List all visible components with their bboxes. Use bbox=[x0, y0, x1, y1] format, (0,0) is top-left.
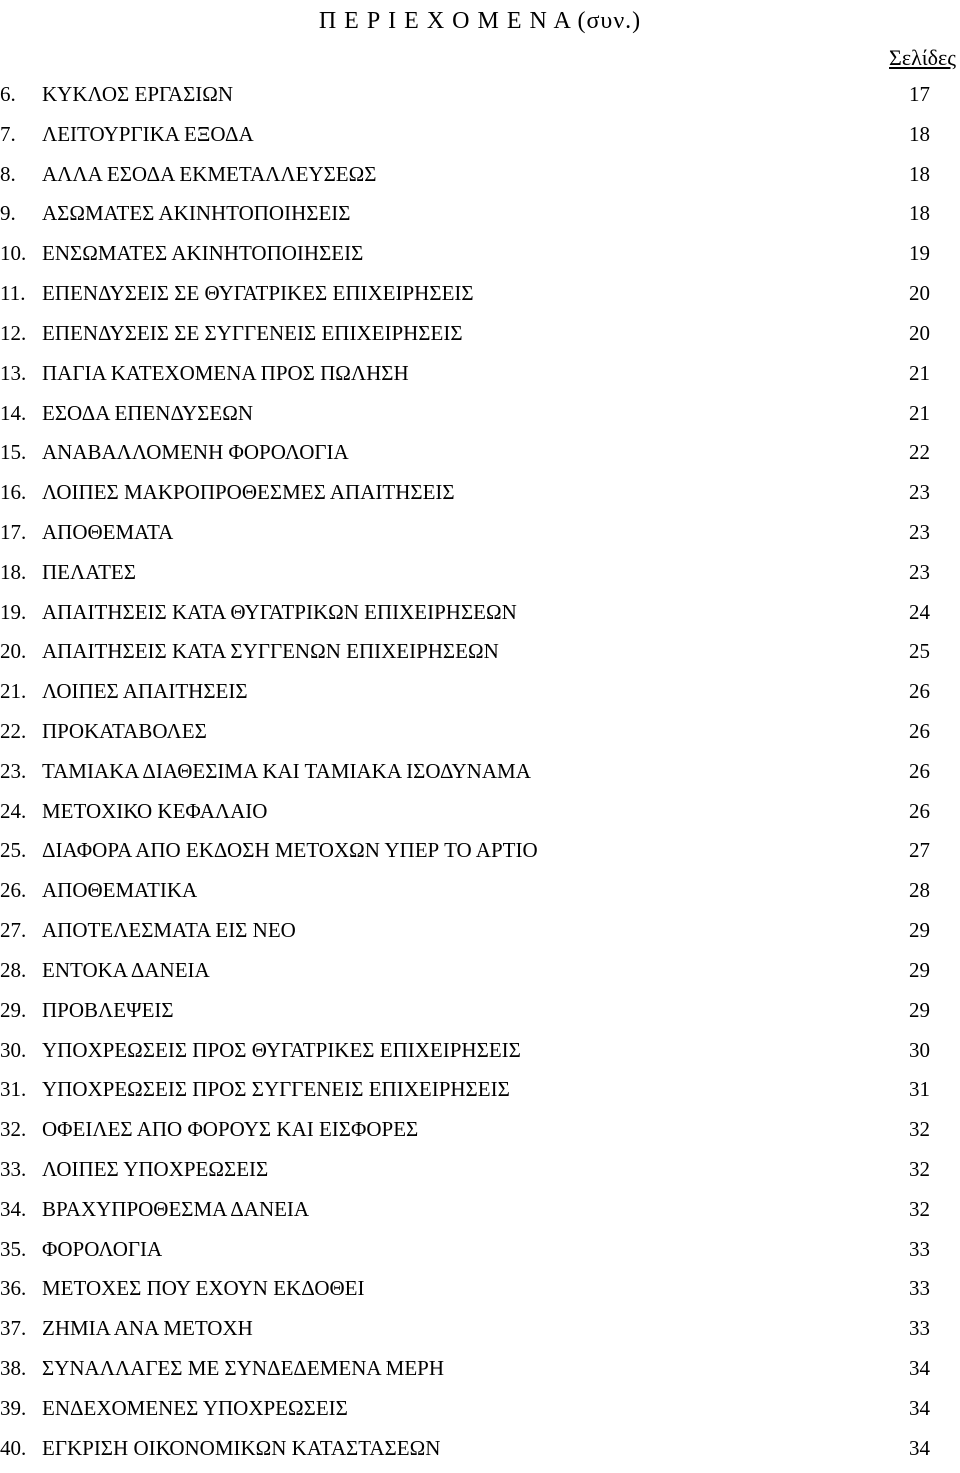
toc-entry-number: 34. bbox=[0, 1196, 27, 1221]
toc-entry-title: ΦΟΡΟΛΟΓΙΑ bbox=[42, 1236, 163, 1261]
toc-entry-page: 29 bbox=[909, 997, 930, 1022]
toc-entry-title: ΤΑΜΙΑΚΑ ΔΙΑΘΕΣΙΜΑ ΚΑΙ ΤΑΜΙΑΚΑ ΙΣΟΔΥΝΑΜΑ bbox=[42, 758, 531, 783]
toc-entry-number: 27. bbox=[0, 918, 27, 943]
toc-entry bbox=[0, 1155, 960, 1195]
toc-entry bbox=[0, 518, 960, 558]
toc-entry-number: 23. bbox=[0, 758, 27, 783]
toc-entry bbox=[0, 319, 960, 359]
toc-entry-page: 17 bbox=[909, 82, 930, 106]
toc-entry-title: ΜΕΤΟΧΕΣ ΠΟΥ ΕΧΟΥΝ ΕΚΔΟΘΕΙ bbox=[42, 1276, 365, 1301]
pages-column-header: Σελίδες bbox=[889, 45, 956, 70]
toc-entry-number: 33. bbox=[0, 1156, 27, 1181]
toc-entry-page: 33 bbox=[909, 1236, 930, 1261]
toc-entry bbox=[0, 438, 960, 478]
toc-entry-number: 30. bbox=[0, 1037, 27, 1062]
toc-entry-number: 37. bbox=[0, 1316, 27, 1341]
toc-entry-title: ΠΡΟΚΑΤΑΒΟΛΕΣ bbox=[42, 719, 207, 743]
toc-entry-number: 20. bbox=[0, 639, 27, 664]
toc-entry-title: ΑΣΩΜΑΤΕΣ ΑΚΙΝΗΤΟΠΟΙΗΣΕΙΣ bbox=[42, 201, 351, 226]
toc-entry bbox=[0, 996, 960, 1036]
toc-entry-page: 33 bbox=[909, 1316, 930, 1341]
toc-entry-number: 35. bbox=[0, 1236, 27, 1261]
toc-entry-title: ΛΟΙΠΕΣ ΜΑΚΡΟΠΡΟΘΕΣΜΕΣ ΑΠΑΙΤΗΣΕΙΣ bbox=[42, 480, 455, 505]
toc-entry-page: 34 bbox=[909, 1435, 930, 1460]
toc-entry-page: 31 bbox=[909, 1077, 930, 1102]
toc-entry-title: ΕΝΣΩΜΑΤΕΣ ΑΚΙΝΗΤΟΠΟΙΗΣΕΙΣ bbox=[42, 241, 364, 266]
toc-entry-number: 39. bbox=[0, 1395, 27, 1420]
toc-entry-title: ΛΕΙΤΟΥΡΓΙΚΑ ΕΞΟΔΑ bbox=[42, 121, 254, 146]
toc-entry-number: 36. bbox=[0, 1276, 27, 1301]
toc-entry-number: 12. bbox=[0, 320, 27, 345]
toc-entry-page: 21 bbox=[909, 360, 930, 385]
toc-entry-page: 34 bbox=[909, 1356, 930, 1380]
toc-entry-page: 23 bbox=[909, 519, 930, 544]
toc-entry-number: 15. bbox=[0, 440, 27, 465]
toc-entry-page: 24 bbox=[909, 599, 930, 624]
toc-entry-number: 21. bbox=[0, 679, 27, 704]
toc-entry bbox=[0, 598, 960, 638]
toc-entry-page: 26 bbox=[909, 719, 930, 743]
toc-entry-number: 10. bbox=[0, 241, 27, 266]
toc-entry-page: 22 bbox=[909, 440, 930, 465]
toc-entry bbox=[0, 80, 960, 120]
page-title: Π Ε Ρ Ι Ε Χ Ο Μ Ε Ν Α (συν.) bbox=[318, 8, 642, 34]
toc-entry-page: 27 bbox=[909, 838, 930, 863]
toc-entry-page: 29 bbox=[909, 918, 930, 943]
toc-entry-title: ΑΠΑΙΤΗΣΕΙΣ ΚΑΤΑ ΣΥΓΓΕΝΩΝ ΕΠΙΧΕΙΡΗΣΕΩΝ bbox=[42, 639, 499, 664]
toc-entry-number: 28. bbox=[0, 957, 27, 982]
toc-entry-title: ΑΠΟΘΕΜΑΤΑ bbox=[42, 519, 174, 544]
toc-entry-title: ΑΠΟΘΕΜΑΤΙΚΑ bbox=[42, 878, 198, 903]
table-of-contents bbox=[0, 80, 960, 1473]
toc-entry bbox=[0, 757, 960, 797]
toc-entry-number: 26. bbox=[0, 878, 27, 903]
toc-entry bbox=[0, 916, 960, 956]
toc-entry-title: ΜΕΤΟΧΙΚΟ ΚΕΦΑΛΑΙΟ bbox=[42, 798, 268, 823]
toc-entry-page: 20 bbox=[909, 320, 930, 345]
toc-entry-title: ΕΠΕΝΔΥΣΕΙΣ ΣΕ ΘΥΓΑΤΡΙΚΕΣ ΕΠΙΧΕΙΡΗΣΕΙΣ bbox=[42, 281, 474, 306]
toc-entry bbox=[0, 797, 960, 837]
toc-entry-title: ΟΦΕΙΛΕΣ ΑΠΟ ΦΟΡΟΥΣ ΚΑΙ ΕΙΣΦΟΡΕΣ bbox=[42, 1117, 419, 1142]
toc-entry bbox=[0, 1235, 960, 1275]
toc-entry-number: 9. bbox=[0, 201, 16, 226]
toc-entry-number: 16. bbox=[0, 480, 27, 505]
toc-entry-number: 29. bbox=[0, 997, 27, 1022]
toc-entry-page: 19 bbox=[909, 241, 930, 266]
toc-entry-title: ΠΡΟΒΛΕΨΕΙΣ bbox=[42, 997, 174, 1022]
toc-entry-title: ΕΣΟΔΑ ΕΠΕΝΔΥΣΕΩΝ bbox=[42, 400, 253, 425]
toc-entry-number: 8. bbox=[0, 161, 16, 186]
toc-entry-page: 28 bbox=[909, 878, 930, 903]
toc-entry bbox=[0, 1434, 960, 1473]
toc-entry-page: 26 bbox=[909, 679, 930, 704]
toc-entry bbox=[0, 1036, 960, 1076]
toc-entry bbox=[0, 1314, 960, 1354]
toc-entry-page: 18 bbox=[909, 121, 930, 146]
toc-entry-title: ΕΝΤΟΚΑ ΔΑΝΕΙΑ bbox=[42, 957, 210, 982]
toc-entry-number: 13. bbox=[0, 360, 27, 385]
toc-entry-title: ΒΡΑΧΥΠΡΟΘΕΣΜΑ ΔΑΝΕΙΑ bbox=[42, 1196, 310, 1221]
toc-entry-page: 26 bbox=[909, 758, 930, 783]
toc-entry bbox=[0, 399, 960, 439]
toc-entry bbox=[0, 478, 960, 518]
toc-entry bbox=[0, 677, 960, 717]
toc-entry-title: ΛΟΙΠΕΣ ΑΠΑΙΤΗΣΕΙΣ bbox=[42, 679, 248, 704]
toc-entry-title: ΔΙΑΦΟΡΑ ΑΠΟ ΕΚΔΟΣΗ ΜΕΤΟΧΩΝ ΥΠΕΡ ΤΟ ΑΡΤΙΟ bbox=[42, 838, 538, 863]
toc-entry-page: 34 bbox=[909, 1395, 930, 1420]
toc-entry-number: 17. bbox=[0, 519, 27, 544]
toc-entry-title: ΑΠΑΙΤΗΣΕΙΣ ΚΑΤΑ ΘΥΓΑΤΡΙΚΩΝ ΕΠΙΧΕΙΡΗΣΕΩΝ bbox=[42, 599, 517, 624]
toc-entry-number: 24. bbox=[0, 798, 27, 823]
toc-entry-title: ΚΥΚΛΟΣ ΕΡΓΑΣΙΩΝ bbox=[42, 82, 234, 106]
toc-entry-page: 20 bbox=[909, 281, 930, 306]
toc-entry-page: 26 bbox=[909, 798, 930, 823]
toc-entry bbox=[0, 359, 960, 399]
toc-entry bbox=[0, 876, 960, 916]
toc-entry bbox=[0, 199, 960, 239]
toc-entry-title: ΕΠΕΝΔΥΣΕΙΣ ΣΕ ΣΥΓΓΕΝΕΙΣ ΕΠΙΧΕΙΡΗΣΕΙΣ bbox=[42, 320, 463, 345]
toc-entry-page: 18 bbox=[909, 161, 930, 186]
toc-entry-page: 23 bbox=[909, 559, 930, 584]
toc-entry bbox=[0, 836, 960, 876]
toc-entry-title: ΕΝΔΕΧΟΜΕΝΕΣ ΥΠΟΧΡΕΩΣΕΙΣ bbox=[42, 1395, 348, 1420]
toc-entry-title: ΥΠΟΧΡΕΩΣΕΙΣ ΠΡΟΣ ΘΥΓΑΤΡΙΚΕΣ ΕΠΙΧΕΙΡΗΣΕΙΣ bbox=[42, 1037, 521, 1062]
toc-entry bbox=[0, 1274, 960, 1314]
toc-entry bbox=[0, 637, 960, 677]
toc-entry-number: 19. bbox=[0, 599, 27, 624]
toc-entry-title: ΑΝΑΒΑΛΛΟΜΕΝΗ ΦΟΡΟΛΟΓΙΑ bbox=[42, 440, 349, 465]
toc-entry-title: ΕΓΚΡΙΣΗ ΟΙΚΟΝΟΜΙΚΩΝ ΚΑΤΑΣΤΑΣΕΩΝ bbox=[42, 1435, 441, 1460]
toc-entry bbox=[0, 120, 960, 160]
toc-entry-page: 25 bbox=[909, 639, 930, 664]
toc-entry bbox=[0, 1115, 960, 1155]
toc-entry-page: 32 bbox=[909, 1117, 930, 1142]
toc-entry-number: 6. bbox=[0, 82, 16, 106]
toc-entry-number: 40. bbox=[0, 1435, 27, 1460]
toc-entry bbox=[0, 1075, 960, 1115]
toc-entry bbox=[0, 956, 960, 996]
toc-entry bbox=[0, 279, 960, 319]
toc-entry-title: ΥΠΟΧΡΕΩΣΕΙΣ ΠΡΟΣ ΣΥΓΓΕΝΕΙΣ ΕΠΙΧΕΙΡΗΣΕΙΣ bbox=[42, 1077, 510, 1102]
toc-entry-number: 22. bbox=[0, 719, 27, 743]
toc-entry-number: 31. bbox=[0, 1077, 27, 1102]
toc-entry-page: 32 bbox=[909, 1196, 930, 1221]
toc-entry bbox=[0, 1195, 960, 1235]
toc-entry bbox=[0, 160, 960, 200]
toc-entry bbox=[0, 1354, 960, 1394]
toc-entry-number: 7. bbox=[0, 121, 16, 146]
toc-entry-number: 18. bbox=[0, 559, 27, 584]
toc-entry-page: 32 bbox=[909, 1156, 930, 1181]
toc-entry-number: 32. bbox=[0, 1117, 27, 1142]
toc-entry-title: ΑΛΛΑ ΕΣΟΔΑ ΕΚΜΕΤΑΛΛΕΥΣΕΩΣ bbox=[42, 161, 377, 186]
toc-entry-page: 21 bbox=[909, 400, 930, 425]
toc-entry-title: ΣΥΝΑΛΛΑΓΕΣ ΜΕ ΣΥΝΔΕΔΕΜΕΝΑ ΜΕΡΗ bbox=[42, 1356, 445, 1380]
toc-entry-title: ΑΠΟΤΕΛΕΣΜΑΤΑ ΕΙΣ ΝΕΟ bbox=[42, 918, 296, 943]
toc-entry-page: 29 bbox=[909, 957, 930, 982]
toc-entry-page: 30 bbox=[909, 1037, 930, 1062]
toc-entry bbox=[0, 717, 960, 757]
toc-entry bbox=[0, 1394, 960, 1434]
toc-entry-number: 38. bbox=[0, 1356, 27, 1380]
toc-entry-number: 25. bbox=[0, 838, 27, 863]
toc-entry-page: 23 bbox=[909, 480, 930, 505]
toc-entry-title: ΖΗΜΙΑ ΑΝΑ ΜΕΤΟΧΗ bbox=[42, 1316, 253, 1341]
toc-entry-title: ΠΕΛΑΤΕΣ bbox=[42, 559, 136, 584]
toc-entry-number: 14. bbox=[0, 400, 27, 425]
toc-entry bbox=[0, 558, 960, 598]
toc-entry-page: 18 bbox=[909, 201, 930, 226]
toc-entry bbox=[0, 239, 960, 279]
toc-entry-number: 11. bbox=[0, 281, 26, 306]
toc-entry-title: ΛΟΙΠΕΣ ΥΠΟΧΡΕΩΣΕΙΣ bbox=[42, 1156, 269, 1181]
toc-entry-title: ΠΑΓΙΑ ΚΑΤΕΧΟΜΕΝΑ ΠΡΟΣ ΠΩΛΗΣΗ bbox=[42, 360, 409, 385]
toc-entry-page: 33 bbox=[909, 1276, 930, 1301]
